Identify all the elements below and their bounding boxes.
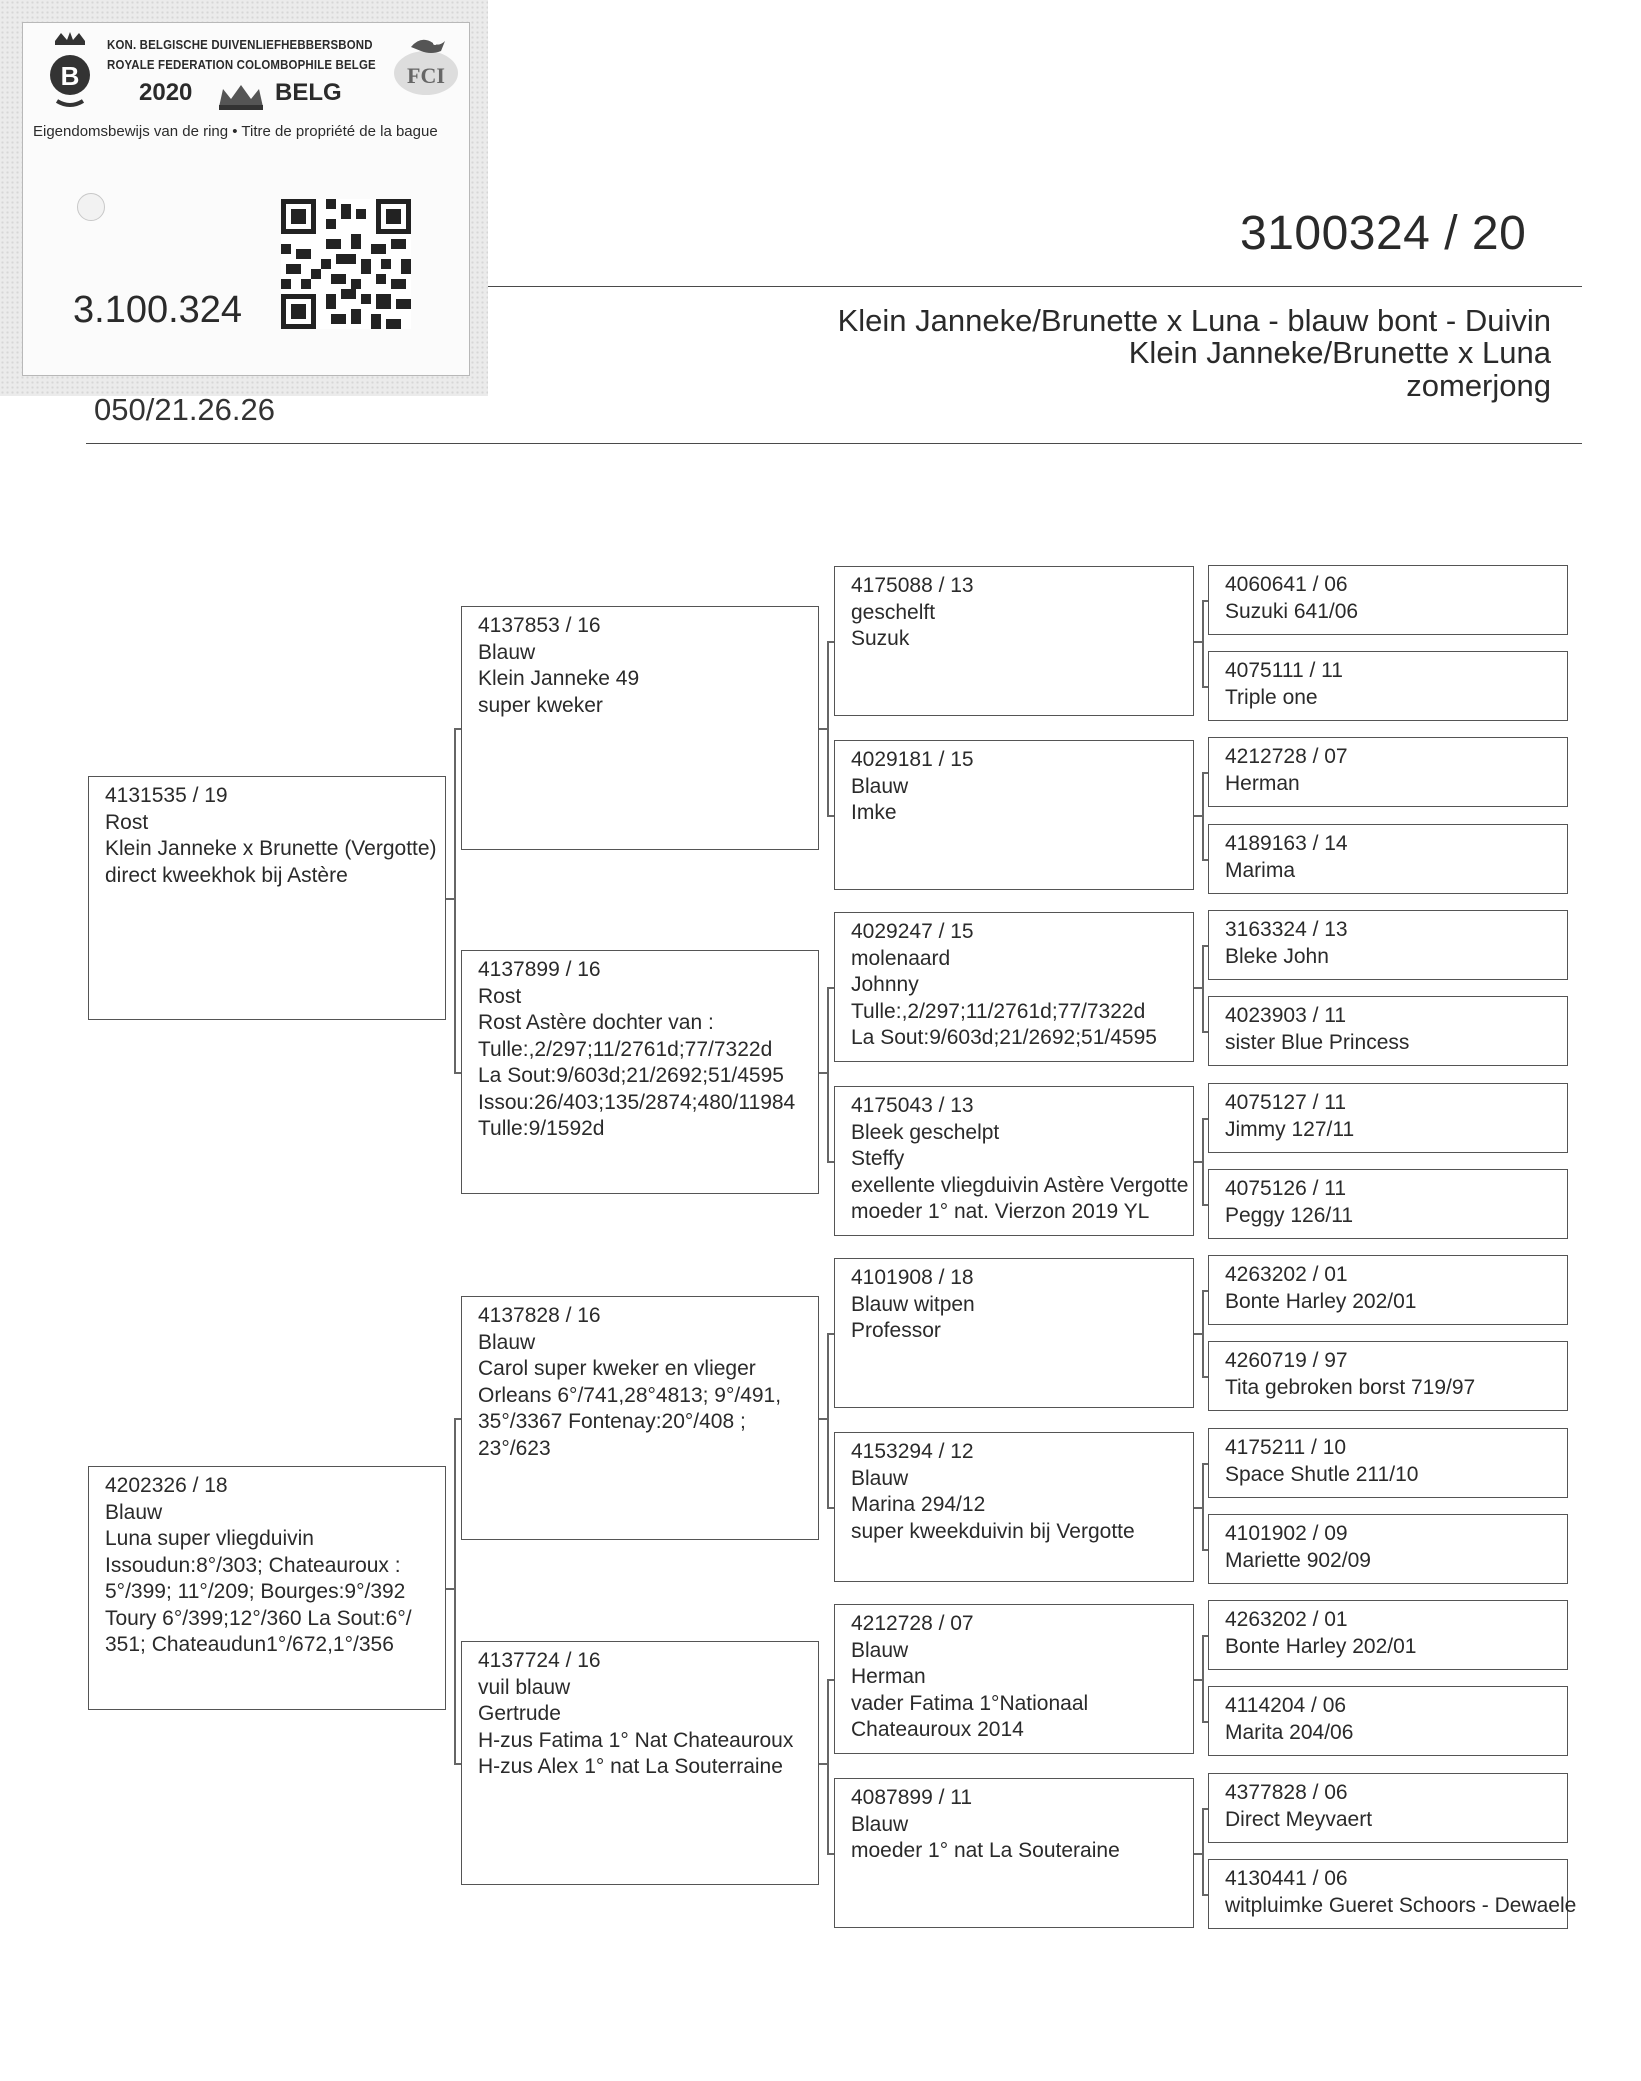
pedigree-line: 35°/3367 Fontenay:20°/408 ; [478, 1410, 746, 1433]
pedigree-line: Rost [105, 810, 149, 834]
great-grandparent-box-1 [834, 566, 1194, 716]
ring-id: 4377828 / 06 [1225, 1781, 1348, 1804]
connector-line [827, 1333, 829, 1507]
pedigree-line: Jimmy 127/11 [1225, 1117, 1355, 1141]
pedigree-line: Bleek geschelpt [851, 1120, 1000, 1144]
connector-line [446, 1588, 454, 1590]
connector-line [454, 1763, 461, 1765]
connector-line [827, 815, 834, 817]
pedigree-line: Bonte Harley 202/01 [1225, 1634, 1417, 1658]
federation-name-fr: ROYALE FEDERATION COLOMBOPHILE BELGE [107, 57, 376, 72]
pedigree-line: witpluimke Gueret Schoors - Dewaele [1225, 1893, 1577, 1917]
pedigree-line: Imke [851, 801, 897, 824]
pedigree-line: Tita gebroken borst 719/97 [1225, 1375, 1476, 1399]
connector-line [1194, 815, 1202, 817]
pedigree-line: Tulle:,2/297;11/2761d;77/7322d [851, 999, 1146, 1023]
ring-id: 4137828 / 16 [478, 1304, 601, 1327]
great-great-grandparent-box-3 [1208, 737, 1568, 807]
great-great-grandparent-box-7 [1208, 1083, 1568, 1153]
connector-line [827, 1679, 829, 1853]
federation-name-nl: KON. BELGISCHE DUIVENLIEFHEBBERSBOND [107, 37, 373, 52]
connector-line [1202, 1031, 1208, 1033]
pedigree-line: Space Shutle 211/10 [1225, 1462, 1419, 1486]
ring-id: 4263202 / 01 [1225, 1263, 1348, 1286]
connector-line [1202, 1118, 1208, 1120]
pedigree-line: moeder 1° nat La Souteraine [851, 1839, 1120, 1862]
great-great-grandparent-box-4 [1208, 824, 1568, 894]
pedigree-line: H-zus Fatima 1° Nat Chateauroux [478, 1728, 794, 1752]
pedigree-line: Klein Janneke 49 [478, 667, 640, 690]
great-great-grandparent-box-16 [1208, 1859, 1577, 1929]
parent-box-1 [88, 776, 446, 1020]
connector-line [454, 1418, 461, 1420]
pigeon-parents: Klein Janneke/Brunette x Luna [1128, 335, 1551, 370]
ring-title: Eigendomsbewijs van de ring • Titre de propriété de la bague [33, 123, 438, 140]
great-grandparent-box-8 [834, 1778, 1194, 1928]
connector-line [827, 987, 829, 1161]
ring-id: 4263202 / 01 [1225, 1608, 1348, 1631]
pedigree-line: Herman [851, 1665, 926, 1688]
pedigree-line: Luna super vliegduivin [105, 1527, 314, 1550]
ring-id: 4175211 / 10 [1225, 1436, 1347, 1459]
header-divider-bottom [86, 443, 1582, 444]
connector-line [1202, 1463, 1208, 1465]
pedigree-line: Professor [851, 1319, 941, 1342]
pedigree-line: Toury 6°/399;12°/360 La Sout:6°/ [105, 1606, 412, 1630]
connector-line [1194, 1161, 1202, 1163]
pedigree-line: geschelft [851, 600, 936, 624]
great-great-grandparent-box-15 [1208, 1773, 1568, 1843]
great-great-grandparent-box-5 [1208, 910, 1568, 980]
pedigree-line: Tulle:,2/297;11/2761d;77/7322d [478, 1037, 773, 1061]
connector-line [454, 728, 461, 730]
great-grandparent-box-5 [834, 1258, 1194, 1408]
belgian-federation-logo-icon [47, 31, 93, 113]
pedigree-line: super kweker [478, 693, 603, 717]
connector-line [1202, 945, 1208, 947]
ring-id: 4101908 / 18 [851, 1266, 974, 1289]
pedigree-line: 5°/399; 11°/209; Bourges:9°/392 [105, 1580, 406, 1603]
pedigree-line: La Sout:9/603d;21/2692;51/4595 [851, 1026, 1157, 1049]
connector-line [1202, 1635, 1208, 1637]
connector-line [819, 1418, 827, 1420]
punch-hole [77, 193, 105, 221]
crown-icon [215, 81, 267, 111]
ring-id: 4101902 / 09 [1225, 1522, 1348, 1545]
pedigree-line: super kweekduivin bij Vergotte [851, 1519, 1135, 1543]
pedigree-line: vuil blauw [478, 1675, 571, 1699]
ring-id: 4114204 / 06 [1225, 1694, 1347, 1717]
ring-id: 4137724 / 16 [478, 1649, 601, 1672]
pedigree-line: Johnny [851, 973, 919, 996]
ring-id: 4060641 / 06 [1225, 573, 1348, 596]
connector-line [1194, 1853, 1202, 1855]
pedigree-line: Herman [1225, 771, 1300, 795]
connector-line [1194, 1507, 1202, 1509]
connector-line [819, 1763, 827, 1765]
fci-pigeon-logo-icon [391, 33, 461, 99]
ring-certificate [22, 22, 470, 376]
pedigree-line: Orleans 6°/741,28°4813; 9°/491, [478, 1383, 782, 1407]
pigeon-description: Klein Janneke/Brunette x Luna - blauw bont - Duivin [837, 303, 1551, 338]
ring-id: 4212728 / 07 [1225, 745, 1348, 768]
pedigree-line: Tulle:9/1592d [478, 1117, 605, 1140]
ring-id: 4212728 / 07 [851, 1612, 974, 1635]
connector-line [1202, 1204, 1208, 1206]
connector-line [1194, 1679, 1202, 1681]
connector-line [1202, 686, 1208, 688]
fci-logo-text: FCI [407, 63, 445, 88]
ring-id: 3163324 / 13 [1225, 918, 1348, 941]
pedigree-line: exellente vliegduivin Astère Vergotte [851, 1173, 1189, 1197]
pedigree-line: Rost [478, 984, 522, 1008]
ring-id: 4075127 / 11 [1225, 1091, 1347, 1114]
pedigree-line: Blauw [478, 640, 536, 664]
pedigree-line: Chateauroux 2014 [851, 1718, 1024, 1741]
pedigree-line: vader Fatima 1°Nationaal [851, 1691, 1089, 1715]
pedigree-line: Mariette 902/09 [1225, 1548, 1371, 1572]
pedigree-line: Steffy [851, 1147, 905, 1170]
pedigree-line: Gertrude [478, 1702, 561, 1725]
pedigree-line: Suzuki 641/06 [1225, 599, 1359, 623]
pedigree-line: Marita 204/06 [1225, 1720, 1354, 1744]
pedigree-line: Bleke John [1225, 944, 1329, 968]
great-great-grandparent-box-11 [1208, 1428, 1568, 1498]
ring-id: 4023903 / 11 [1225, 1004, 1347, 1027]
great-great-grandparent-box-6 [1208, 996, 1568, 1066]
connector-line [454, 1072, 461, 1074]
connector-line [819, 728, 827, 730]
connector-line [1202, 600, 1208, 602]
ring-id: 4175088 / 13 [851, 574, 974, 597]
great-grandparent-box-7 [834, 1604, 1194, 1754]
connector-line [1202, 1721, 1208, 1723]
connector-line [1202, 1549, 1208, 1551]
pedigree-line: direct kweekhok bij Astère [105, 863, 348, 887]
pedigree-line: Suzuk [851, 627, 910, 650]
federation-logo-letter: B [60, 61, 80, 91]
pedigree-line: Issoudun:8°/303; Chateauroux : [105, 1553, 401, 1577]
ring-id: 4153294 / 12 [851, 1440, 974, 1463]
ring-id: 4131535 / 19 [105, 784, 228, 807]
great-great-grandparent-box-9 [1208, 1255, 1568, 1325]
grandparent-box-1 [461, 606, 819, 850]
connector-line [1194, 987, 1202, 989]
pedigree-line: Issou:26/403;135/2874;480/11984 [478, 1090, 796, 1114]
qr-code-icon [281, 199, 411, 329]
pedigree-line: Direct Meyvaert [1225, 1807, 1373, 1831]
connector-line [1202, 1290, 1208, 1292]
pedigree-line: Rost Astère dochter van : [478, 1011, 714, 1034]
ring-number: 3.100.324 [73, 289, 243, 331]
great-great-grandparent-box-10 [1208, 1341, 1568, 1411]
great-great-grandparent-box-1 [1208, 565, 1568, 635]
connector-line [1202, 1635, 1204, 1721]
phone-number: 050/21.26.26 [94, 392, 276, 427]
ring-id: 4130441 / 06 [1225, 1867, 1348, 1890]
connector-line [1202, 772, 1208, 774]
pedigree-line: Blauw [478, 1330, 536, 1354]
connector-line [454, 1418, 456, 1763]
ring-country: BELG [275, 79, 342, 106]
connector-line [1194, 641, 1202, 643]
connector-line [819, 1072, 827, 1074]
connector-line [827, 641, 834, 643]
connector-line [1202, 945, 1204, 1031]
connector-line [1202, 1376, 1208, 1378]
pedigree-line: Blauw [851, 1466, 909, 1490]
ring-id: 4202326 / 18 [105, 1474, 228, 1497]
pedigree-line: Bonte Harley 202/01 [1225, 1289, 1417, 1313]
great-grandparent-box-4 [834, 1086, 1194, 1236]
connector-line [1202, 1808, 1208, 1810]
ring-id: 4189163 / 14 [1225, 832, 1348, 855]
connector-line [454, 728, 456, 1072]
ring-id: 4137899 / 16 [478, 958, 601, 981]
ring-year: 2020 [139, 79, 193, 106]
connector-line [1202, 1894, 1208, 1896]
ring-id: 4087899 / 11 [851, 1786, 973, 1809]
pigeon-category: zomerjong [1406, 368, 1551, 403]
connector-line [827, 1161, 834, 1163]
connector-line [827, 1679, 834, 1681]
grandparent-box-2 [461, 950, 819, 1194]
ring-id: 4029247 / 15 [851, 920, 974, 943]
ring-id: 4260719 / 97 [1225, 1349, 1348, 1372]
ring-id: 4137853 / 16 [478, 614, 601, 637]
parent-box-2 [88, 1466, 446, 1710]
pedigree-line: Blauw witpen [851, 1292, 975, 1316]
great-great-grandparent-box-13 [1208, 1600, 1568, 1670]
pedigree-line: H-zus Alex 1° nat La Souterraine [478, 1755, 783, 1778]
great-grandparent-box-6 [834, 1432, 1194, 1582]
pedigree-line: Peggy 126/11 [1225, 1203, 1354, 1227]
connector-line [827, 641, 829, 815]
header-divider-top [488, 286, 1582, 287]
pedigree-line: sister Blue Princess [1225, 1030, 1410, 1054]
pedigree-line: Blauw [105, 1500, 163, 1524]
great-great-grandparent-box-2 [1208, 651, 1568, 721]
great-great-grandparent-box-14 [1208, 1686, 1568, 1756]
connector-line [827, 1507, 834, 1509]
connector-line [446, 898, 454, 900]
connector-line [1202, 859, 1208, 861]
grandparent-box-4 [461, 1641, 819, 1885]
connector-line [1202, 1118, 1204, 1204]
great-great-grandparent-box-8 [1208, 1169, 1568, 1239]
connector-line [1194, 1333, 1202, 1335]
connector-line [1202, 1290, 1204, 1376]
pigeon-ring-id: 3100324 / 20 [1240, 207, 1527, 260]
great-great-grandparent-box-12 [1208, 1514, 1568, 1584]
connector-line [1202, 1463, 1204, 1549]
pedigree-line: Carol super kweker en vlieger [478, 1357, 756, 1380]
pedigree-line: molenaard [851, 946, 951, 970]
pedigree-line: Marima [1225, 858, 1296, 882]
ring-id: 4075126 / 11 [1225, 1177, 1347, 1200]
pedigree-line: Triple one [1225, 685, 1318, 709]
pedigree-line: Marina 294/12 [851, 1493, 986, 1516]
connector-line [1202, 600, 1204, 686]
connector-line [827, 1333, 834, 1335]
ring-certificate-card [0, 0, 488, 396]
grandparent-box-3 [461, 1296, 819, 1540]
connector-line [827, 1853, 834, 1855]
ring-id: 4075111 / 11 [1225, 659, 1343, 682]
great-grandparent-box-2 [834, 740, 1194, 890]
pedigree-line: 351; Chateaudun1°/672,1°/356 [105, 1633, 394, 1656]
connector-line [827, 987, 834, 989]
pedigree-line: moeder 1° nat. Vierzon 2019 YL [851, 1200, 1150, 1223]
pedigree-line: Klein Janneke x Brunette (Vergotte) [105, 837, 437, 860]
pedigree-line: 23°/623 [478, 1436, 551, 1460]
ring-id: 4029181 / 15 [851, 748, 974, 771]
great-grandparent-box-3 [834, 912, 1194, 1062]
pedigree-line: La Sout:9/603d;21/2692;51/4595 [478, 1064, 784, 1087]
pedigree-line: Blauw [851, 1638, 909, 1662]
pedigree-line: Blauw [851, 1812, 909, 1836]
connector-line [1202, 772, 1204, 859]
pedigree-line: Blauw [851, 774, 909, 798]
connector-line [1202, 1808, 1204, 1894]
ring-id: 4175043 / 13 [851, 1094, 974, 1117]
